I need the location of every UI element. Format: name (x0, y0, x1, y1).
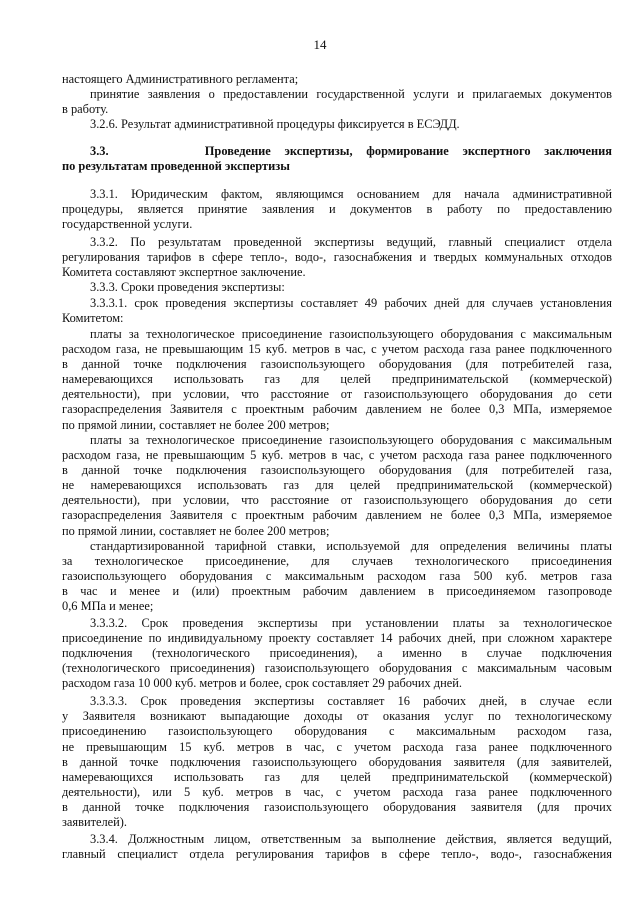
text-line: в час и менее и (или) проектным рабочим давлением в присоединяемом газопроводе (62, 584, 612, 598)
text-line: расходом газа, не превышающим 15 куб. метров в час, с учетом расхода газа ранее подключенного (62, 342, 612, 356)
text-line: присоединение по индивидуальному проекту составляет 14 рабочих дней, при сложном характере (62, 631, 612, 645)
text-line: Комитетом: (62, 311, 124, 325)
text-line: 3.3.2. По результатам проведенной экспертизы ведущий, главный специалист отдела (90, 235, 612, 249)
text-line: главный специалист отдела регулирования тарифов в сфере тепло-, водо-, газоснабжения (62, 847, 612, 861)
text-line: платы за технологическое присоединение газоиспользующего оборудования с максимальным (90, 327, 612, 341)
text-line: не намеревающихся использовать газ для целей предпринимательской (коммерческой) (62, 478, 612, 492)
text-line: в работу. (62, 102, 109, 116)
text-line: 3.3.3.1. срок проведения экспертизы составляет 49 рабочих дней для случаев установления (90, 296, 612, 310)
text-line: деятельности), или 5 куб. метров в час, с учетом расхода газа ранее подключенного (62, 785, 612, 799)
text-line: газораспределения Заявителя с проектным рабочим давлением не более 0,3 МПа, измеряемое (62, 402, 612, 416)
text-line: настоящего Административного регламента; (62, 72, 299, 86)
text-line: платы за технологическое присоединение газоиспользующего оборудования с максимальным (90, 433, 612, 447)
text-line: 0,6 МПа и менее; (62, 599, 154, 613)
text-line: по результатам проведенной экспертизы (62, 159, 290, 173)
text-line: газоиспользующего оборудования с максимальным расходом газа 500 куб. метров газа (62, 569, 612, 583)
text-line: подключения (технологического присоединения), а именно в случае подключения (62, 646, 612, 660)
text-line: 3.3.3.2. Срок проведения экспертизы при установлении платы за технологическое (90, 616, 612, 630)
text-line: принятие заявления о предоставлении государственной услуги и прилагаемых документов (90, 87, 612, 101)
text-line: по прямой линии, составляет не более 200 метров; (62, 418, 330, 432)
text-line: за технологическое присоединение, для случаев технологического присоединения (62, 554, 612, 568)
text-line: в данной точке подключения газоиспользующего оборудования заявителя (для заявителей, (62, 755, 612, 769)
text-line: у Заявителя возникают выпадающие доходы от оказания услуг по технологическому (62, 709, 612, 723)
text-line: Комитета составляют экспертное заключение. (62, 265, 306, 279)
text-line: государственной услуги. (62, 217, 193, 231)
text-line: не превышающим 15 куб. метров в час, с учетом расхода газа ранее подключенного (62, 740, 612, 754)
text-line: расходом газа 10 000 куб. метров и более, срок составляет 29 рабочих дней. (62, 676, 462, 690)
text-line: заявителей). (62, 815, 128, 829)
text-line: деятельности), при условии, что расстояние от газоиспользующего оборудования до сети (62, 493, 612, 507)
text-line: 3.2.6. Результат административной процедуры фиксируется в ЕСЭДД. (90, 117, 460, 131)
text-line: в данной точке подключения газоиспользующего оборудования заявителя (для прочих (62, 800, 612, 814)
text-line: в данной точке подключения газоиспользующего оборудования (для потребителей газа, (62, 463, 612, 477)
text-line: намеревающихся использовать газ для целей предпринимательской (коммерческой) (62, 770, 612, 784)
text-line: 3.3.4. Должностным лицом, ответственным за выполнение действия, является ведущий, (90, 832, 612, 846)
text-line: 3.3.1. Юридическим фактом, являющимся основанием для начала административной (90, 187, 612, 201)
text-line: 3.3.3. Сроки проведения экспертизы: (90, 280, 285, 294)
text-line: газораспределения Заявителя с проектным рабочим давлением не более 0,3 МПа, измеряемое (62, 508, 612, 522)
text-line: намеревающихся использовать газ для целей предпринимательской (коммерческой) (62, 372, 612, 386)
text-line: 3.3.3.3. Срок проведения экспертизы составляет 16 рабочих дней, в случае если (90, 694, 612, 708)
text-line: регулирования тарифов в сфере тепло-, водо-, газоснабжения и твердых коммунальных отходов (62, 250, 612, 264)
text-line: присоединению газоиспользующего оборудования с максимальным расходом газа, (62, 724, 612, 738)
text-line: 3.3. Проведение экспертизы, формирование экспертного заключения (90, 144, 612, 158)
text-line: деятельности), при условии, что расстояние от газоиспользующего оборудования до сети (62, 387, 612, 401)
text-line: (технологического присоединения) газоиспользующего оборудования с максимальным часовым (62, 661, 612, 675)
text-line: по прямой линии, составляет не более 200 метров; (62, 524, 330, 538)
text-line: расходом газа, не превышающим 5 куб. метров в час, с учетом расхода газа ранее подключенного (62, 448, 612, 462)
text-line: стандартизированной тарифной ставки, используемой для определения величины платы (90, 539, 612, 553)
page-number: 14 (313, 37, 327, 52)
text-line: процедуры, является принятие заявления и документов в работу по предоставлению (62, 202, 612, 216)
text-line: в данной точке подключения газоиспользующего оборудования (для потребителей газа, (62, 357, 612, 371)
